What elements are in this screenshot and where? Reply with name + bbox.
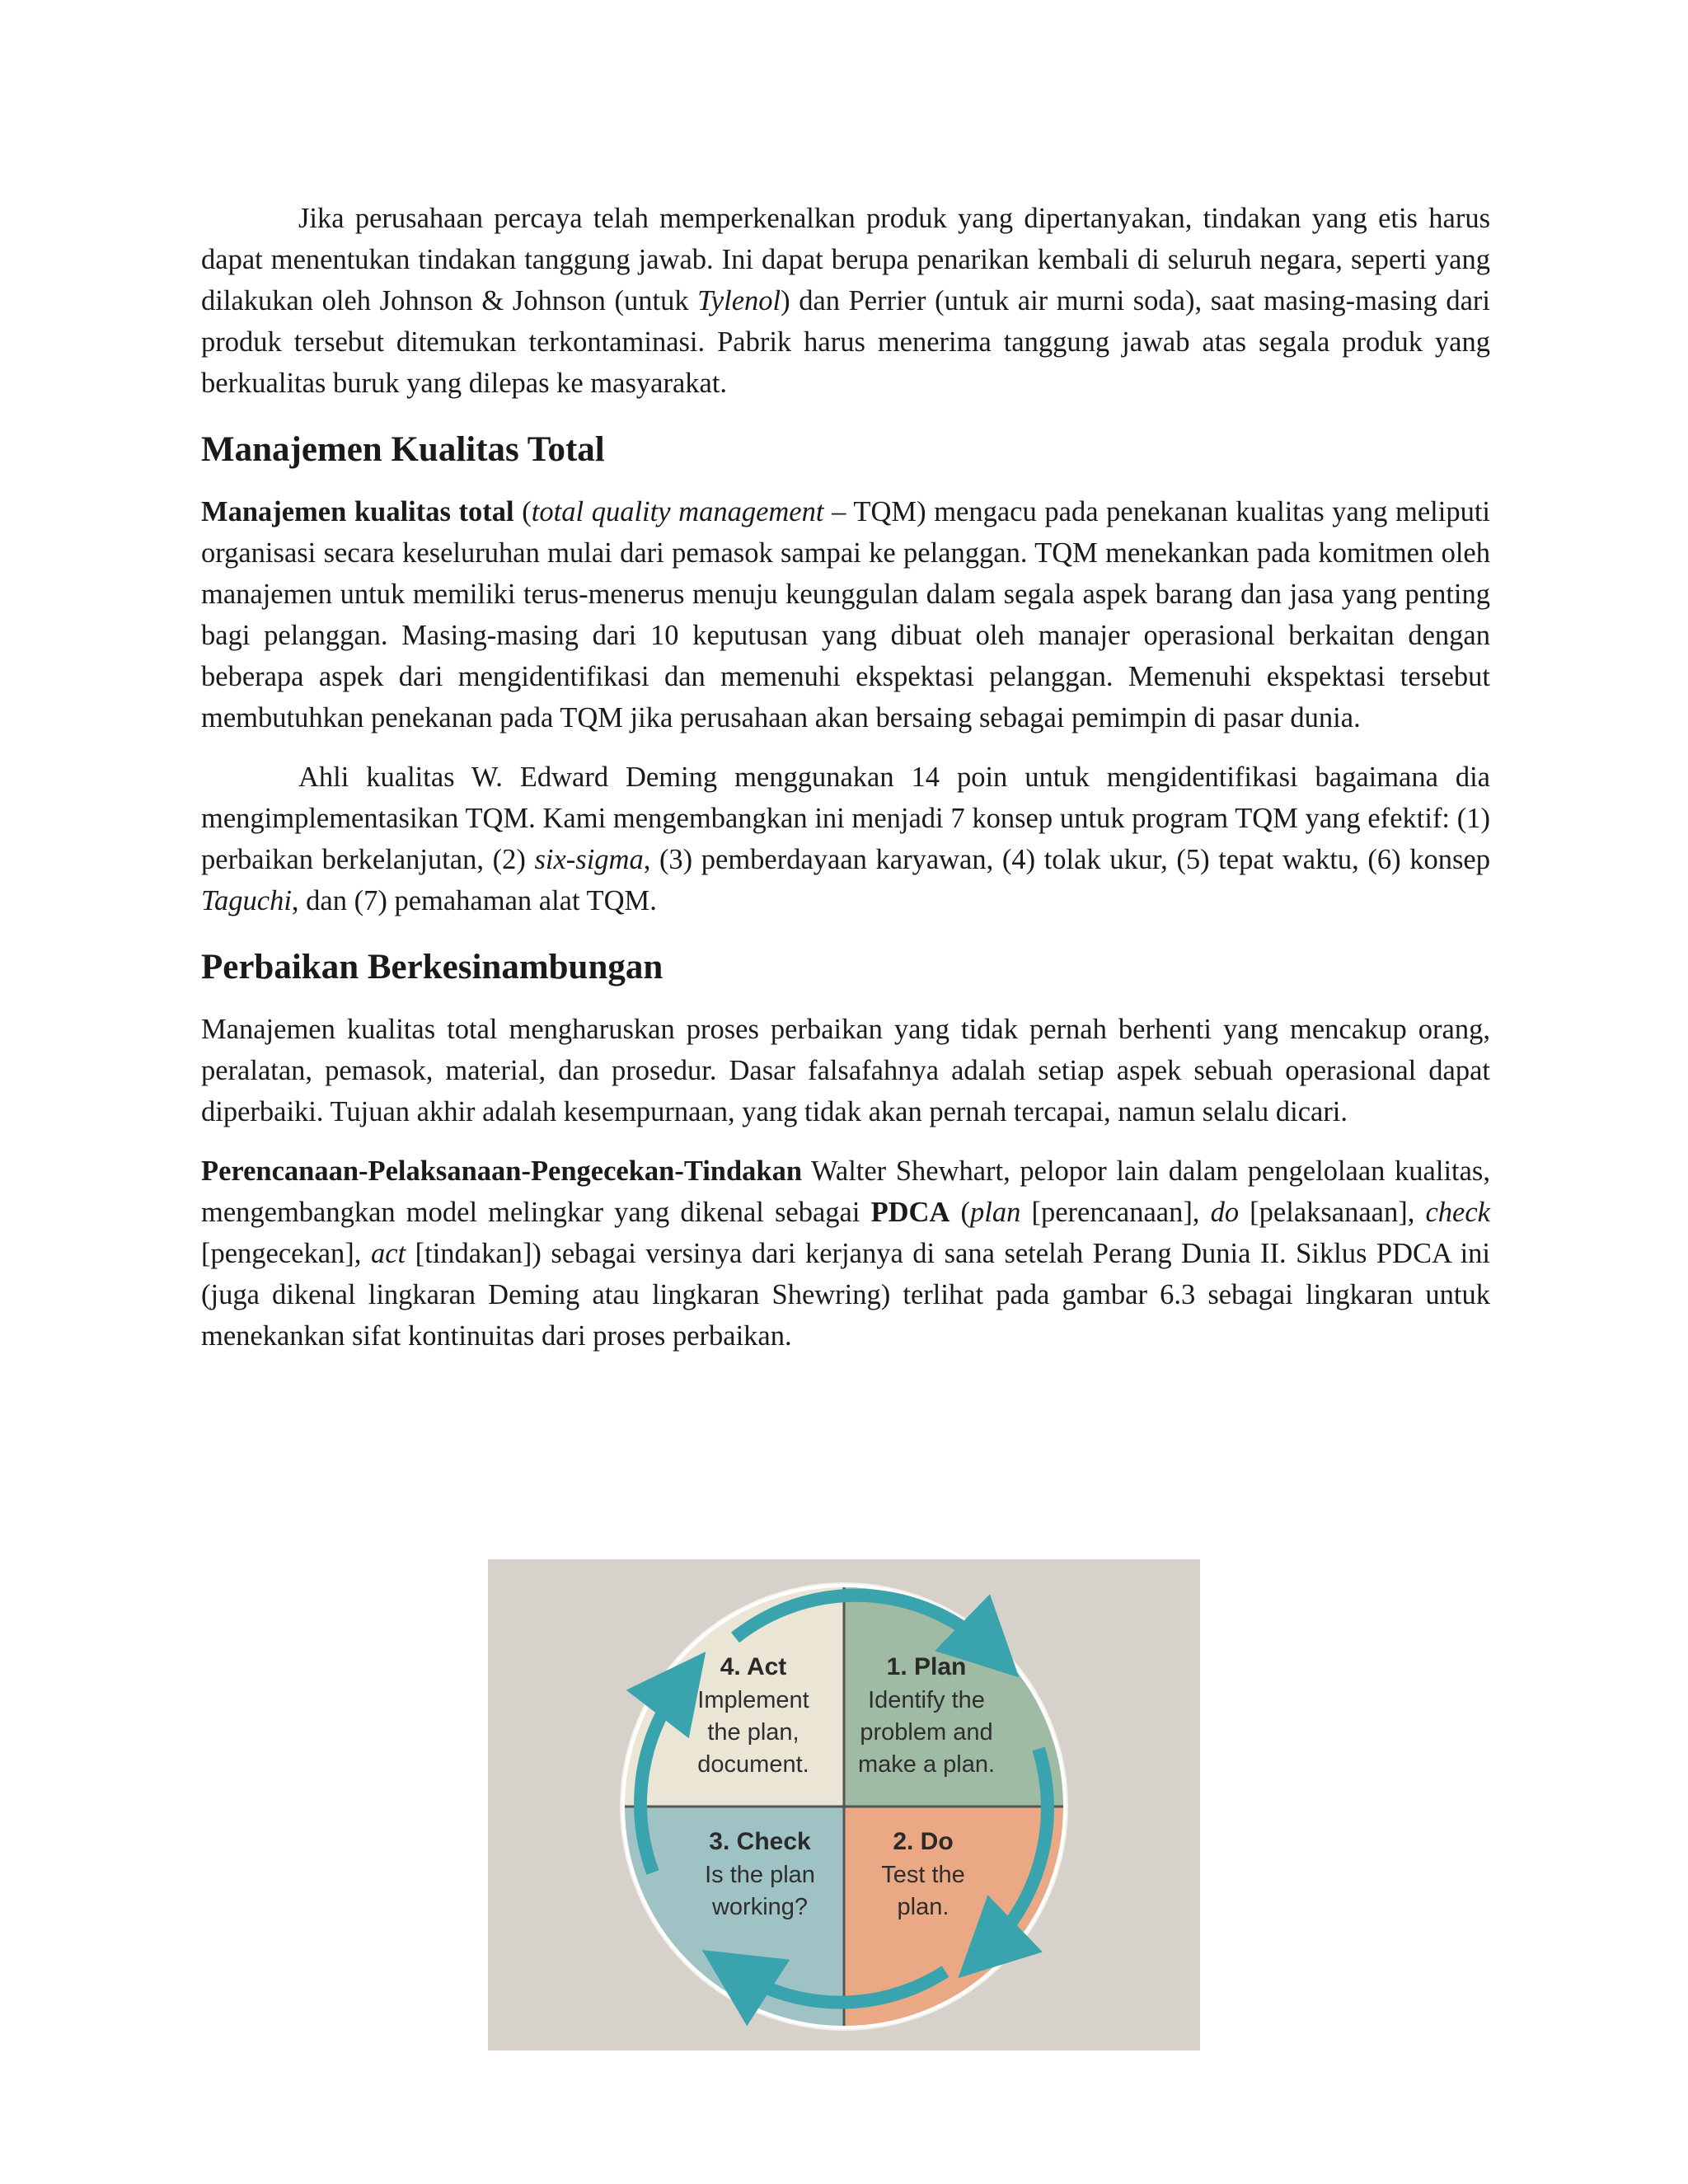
check-line: working? — [711, 1894, 809, 1920]
heading-tqm: Manajemen Kualitas Total — [201, 430, 605, 469]
bold-term: Perencanaan-Pelaksanaan-Pengecekan-Tindakan — [201, 1155, 803, 1187]
bold-term: PDCA — [870, 1197, 950, 1228]
plan-line: make a plan. — [857, 1751, 996, 1778]
italic-term: plan — [970, 1197, 1021, 1228]
do-line: Test the — [881, 1862, 965, 1888]
paragraph-text: ( — [950, 1197, 970, 1228]
paragraph-pdca — [201, 1151, 1490, 1357]
italic-term: Taguchi — [201, 885, 292, 916]
italic-term: Tylenol — [697, 285, 781, 316]
pdca-cycle-figure — [488, 1559, 1200, 2050]
paragraph-text: [tindakan]) sebagai versinya dari kerjanya di sana setelah Perang Dunia II. Siklus PDCA ini (juga dikenal lingkaran Deming atau lingkaran Shewring) terlihat pada gambar 6.3 sebagai lingkaran untuk menekankan sifat kontinuitas dari proses perbaikan. — [201, 1238, 1490, 1352]
document-body — [201, 198, 1490, 1357]
paragraph-product-recall — [201, 198, 1490, 404]
check-title: 3. Check — [709, 1828, 811, 1855]
paragraph-tqm-definition — [201, 491, 1490, 738]
pdca-cycle-diagram — [488, 1559, 1200, 2050]
act-line: the plan, — [707, 1719, 799, 1746]
paragraph-continuous-improvement: Manajemen kualitas total mengharuskan proses perbaikan yang tidak pernah berhenti yang mencakup orang, peralatan, pemasok, material, dan prosedur. Dasar falsafahnya adalah setiap aspek sebuah operasional dapat diperbaiki. Tujuan akhir adalah kesempurnaan, yang tidak akan pernah tercapai, namun selalu dicari. — [201, 1014, 1490, 1127]
paragraph-text: ( — [513, 496, 532, 527]
heading-continuous-improvement: Perbaikan Berkesinambungan — [201, 948, 663, 987]
paragraph-text: [pelaksanaan], — [1239, 1197, 1426, 1228]
act-line: document. — [697, 1751, 809, 1778]
quadrant-check-label — [705, 1828, 815, 1920]
paragraph-text: , (3) pemberdayaan karyawan, (4) tolak ukur, (5) tepat waktu, (6) konsep — [643, 844, 1490, 875]
paragraph-text: [perencanaan], — [1020, 1197, 1211, 1228]
paragraph-text: – TQM) mengacu pada penekanan kualitas yang meliputi organisasi secara keseluruhan mulai dari pemasok sampai ke pelanggan. TQM menekankan pada komitmen oleh manajemen untuk memiliki terus-menerus menuju keunggulan dalam segala aspek barang dan jasa yang penting bagi pelanggan. Masing-masing dari 10 keputusan yang dibuat oleh manajer operasional berkaitan dengan beberapa aspek dari mengidentifikasi dan memenuhi ekspektasi pelanggan. Memenuhi ekspektasi tersebut membutuhkan penekanan pada TQM jika perusahaan akan bersaing sebagai pemimpin di pasar dunia. — [201, 496, 1490, 733]
paragraph-text: Jika perusahaan percaya telah memperkenalkan produk yang dipertanyakan, tindakan yang etis harus dapat menentukan tindakan tanggung jawab. Ini dapat berupa penarikan kembali di seluruh negara, seperti yang dilakukan oleh Johnson & Johnson (untuk — [201, 203, 1490, 316]
italic-term: do — [1210, 1197, 1240, 1228]
do-line: plan. — [897, 1894, 950, 1920]
plan-line: Identify the — [868, 1687, 985, 1713]
check-line: Is the plan — [705, 1862, 815, 1888]
italic-term: six-sigma — [534, 844, 644, 875]
italic-term: check — [1425, 1197, 1490, 1228]
paragraph-text: ) dan Perrier (untuk air murni soda), saat masing-masing dari produk tersebut ditemukan terkontaminasi. Pabrik harus menerima tanggung jawab atas segala produk yang berkualitas buruk yang dilepas ke masyarakat. — [201, 285, 1490, 399]
paragraph-text: Walter Shewhart, pelopor lain dalam pengelolaan kualitas, mengembangkan model melingkar yang dikenal sebagai — [201, 1155, 1490, 1228]
plan-line: problem and — [860, 1719, 993, 1746]
act-line: Implement — [697, 1687, 809, 1713]
do-title: 2. Do — [893, 1828, 954, 1855]
plan-title: 1. Plan — [886, 1653, 967, 1680]
paragraph-text: Ahli kualitas W. Edward Deming menggunakan 14 poin untuk mengidentifikasi bagaimana dia mengimplementasikan TQM. Kami mengembangkan ini menjadi 7 konsep untuk program TQM yang efektif: (1) perbaikan berkelanjutan, (2) — [201, 762, 1490, 875]
paragraph-deming — [201, 757, 1490, 921]
paragraph-text: , dan (7) pemahaman alat TQM. — [291, 885, 657, 916]
italic-term: act — [370, 1238, 406, 1269]
act-title: 4. Act — [720, 1653, 787, 1680]
bold-term: Manajemen kualitas total — [201, 496, 514, 527]
paragraph-text: [pengecekan], — [201, 1238, 371, 1269]
italic-term: total quality management — [531, 496, 824, 527]
